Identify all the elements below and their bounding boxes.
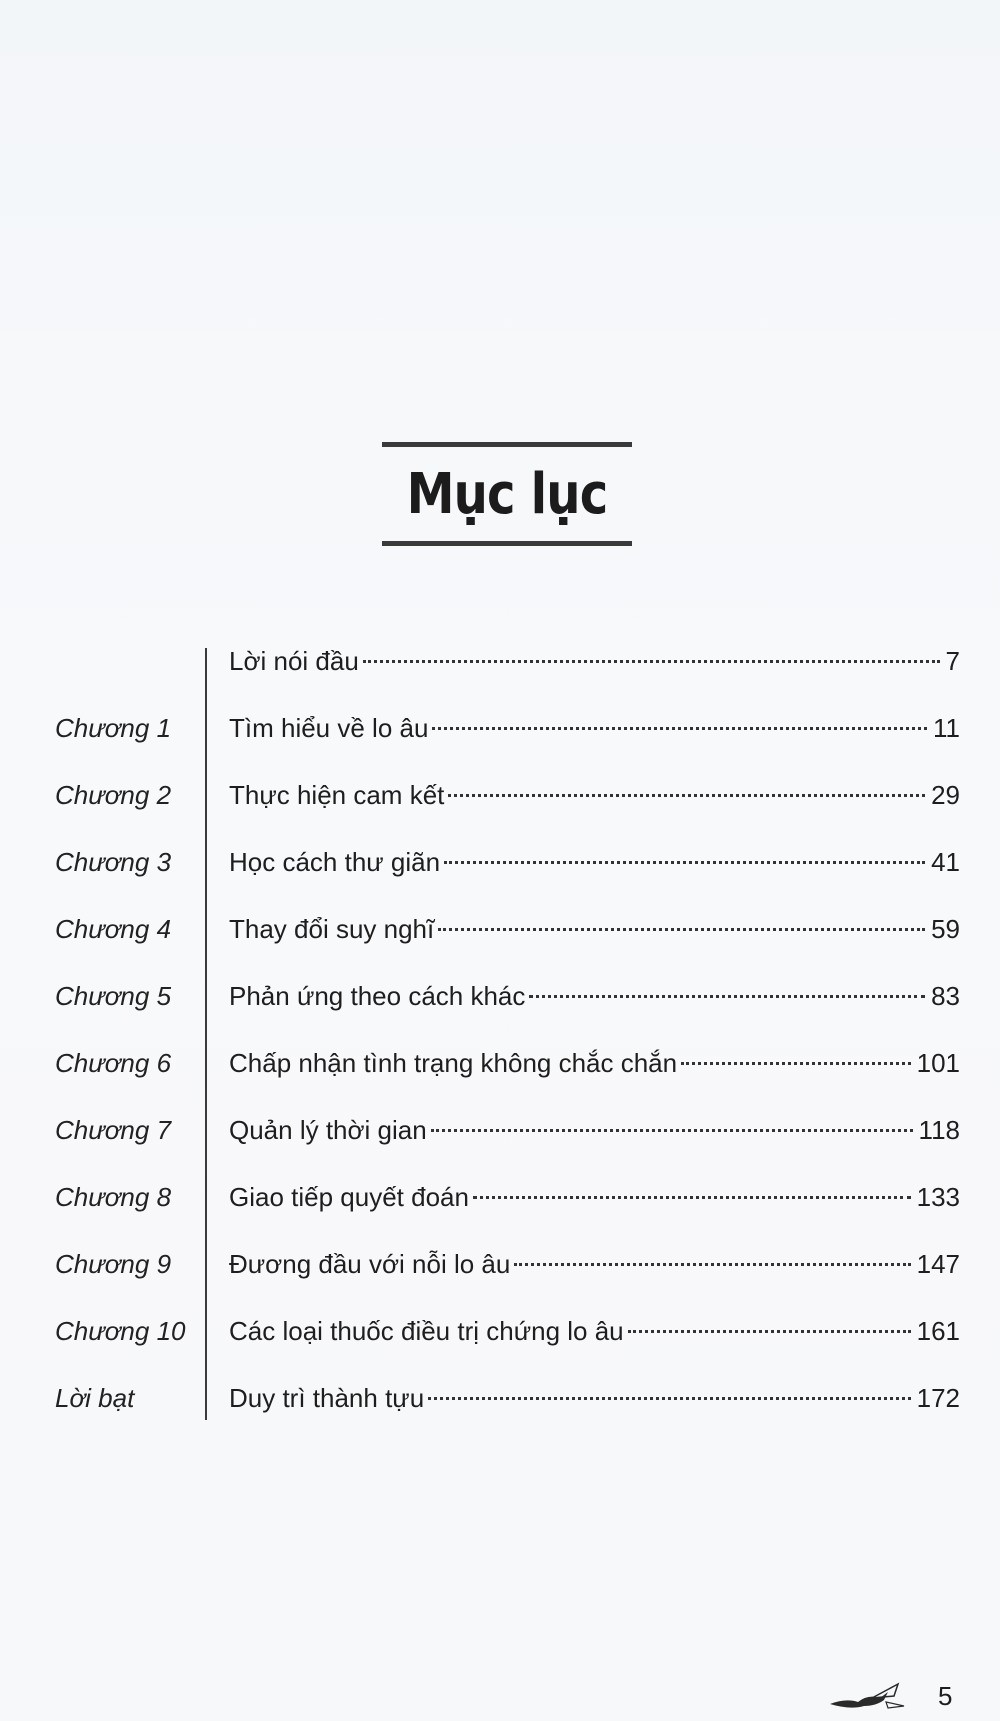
toc-entry (229, 1110, 960, 1150)
toc-entry (229, 775, 960, 815)
toc-page-number: 83 (931, 981, 960, 1011)
dot-leader (448, 794, 925, 797)
toc-row (0, 641, 1000, 681)
toc-entry-title: Thay đổi suy nghĩ (229, 914, 435, 944)
toc-page-number: 147 (916, 1249, 960, 1279)
footer-page-number: 5 (938, 1681, 953, 1711)
toc-row (0, 1378, 1000, 1418)
dot-leader (363, 660, 940, 663)
dot-leader (681, 1062, 911, 1065)
toc-row (0, 909, 1000, 949)
toc-row (0, 1244, 1000, 1284)
toc-page-number: 41 (931, 847, 960, 877)
toc-row (0, 1110, 1000, 1150)
toc-row (0, 842, 1000, 882)
toc-entry-title: Tìm hiểu về lo âu (229, 713, 429, 743)
toc-entry-title: Giao tiếp quyết đoán (229, 1182, 469, 1212)
toc-entry-title: Phản ứng theo cách khác (229, 981, 526, 1011)
toc-row (0, 1177, 1000, 1217)
toc-chapter-label: Chương 10 (55, 1316, 186, 1346)
dot-leader (444, 861, 925, 864)
dot-leader (432, 727, 927, 730)
toc-chapter-label: Lời bạt (55, 1383, 135, 1413)
dot-leader (438, 928, 925, 931)
toc-entry (229, 1378, 960, 1418)
toc-chapter-label: Chương 2 (55, 780, 172, 810)
toc-entry-title: Các loại thuốc điều trị chứng lo âu (229, 1316, 624, 1346)
toc-page-number: 59 (931, 914, 960, 944)
toc-page-number: 7 (945, 646, 960, 676)
toc-chapter-label: Chương 5 (55, 981, 172, 1011)
toc-entry (229, 708, 960, 748)
dot-leader (473, 1196, 911, 1199)
toc-entry-title: Thực hiện cam kết (229, 780, 445, 810)
toc-entry-title: Duy trì thành tựu (229, 1383, 425, 1413)
dot-leader (628, 1330, 911, 1333)
toc-entry (229, 909, 960, 949)
toc-row (0, 1043, 1000, 1083)
toc-page-number: 172 (916, 1383, 960, 1413)
toc-chapter-label: Chương 7 (55, 1115, 172, 1145)
toc-chapter-label: Chương 6 (55, 1048, 172, 1078)
toc-page-number: 118 (918, 1115, 960, 1145)
toc-page-number: 11 (933, 713, 960, 743)
toc-page-number: 133 (916, 1182, 960, 1212)
dot-leader (428, 1397, 910, 1400)
toc-entry (229, 1177, 960, 1217)
toc-chapter-label: Chương 9 (55, 1249, 172, 1279)
toc-entry-title: Lời nói đầu (229, 646, 359, 676)
toc-chapter-label: Chương 1 (55, 713, 172, 743)
toc-chapter-label: Chương 3 (55, 847, 172, 877)
toc-page-number: 29 (931, 780, 960, 810)
toc-entry-title: Đương đầu với nỗi lo âu (229, 1249, 511, 1279)
toc-row (0, 976, 1000, 1016)
title-block (382, 442, 632, 548)
toc-entry-title: Học cách thư giãn (229, 847, 441, 877)
toc-page-number: 161 (916, 1316, 960, 1346)
toc-row (0, 1311, 1000, 1351)
toc-entry (229, 842, 960, 882)
toc-entry (229, 1244, 960, 1284)
title-rule-top (382, 442, 632, 447)
toc-entry-title: Quản lý thời gian (229, 1115, 427, 1145)
toc-entry (229, 641, 960, 681)
title-rule-bottom (382, 541, 632, 546)
bird-ornament-icon (828, 1676, 908, 1716)
dot-leader (431, 1129, 913, 1132)
toc-page-number: 101 (916, 1048, 960, 1078)
dot-leader (529, 995, 925, 998)
toc-row (0, 775, 1000, 815)
toc-entry (229, 976, 960, 1016)
toc-chapter-label: Chương 8 (55, 1182, 172, 1212)
toc-chapter-label: Chương 4 (55, 914, 172, 944)
toc-entry (229, 1311, 960, 1351)
toc-entry (229, 1043, 960, 1083)
toc-entry-title: Chấp nhận tình trạng không chắc chắn (229, 1048, 678, 1078)
toc-row (0, 708, 1000, 748)
page-title: Mục lục (406, 462, 608, 527)
dot-leader (514, 1263, 910, 1266)
toc-divider-line (205, 648, 207, 1420)
